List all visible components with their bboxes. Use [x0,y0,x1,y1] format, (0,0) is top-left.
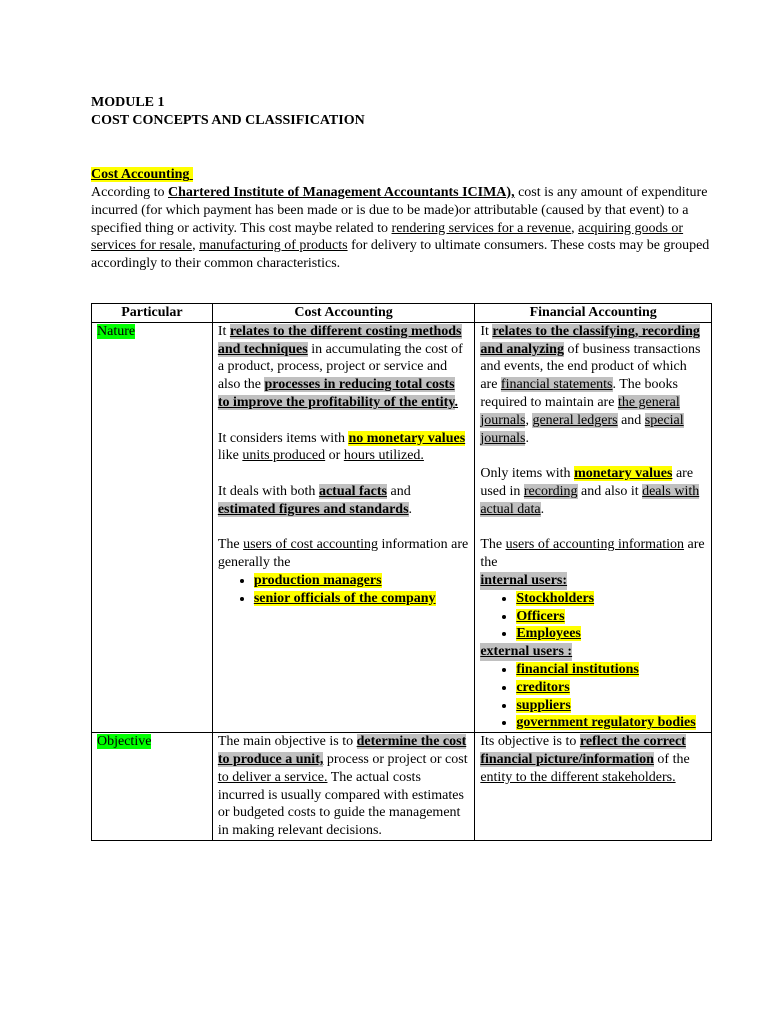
cost-nature-paragraph: It relates to the different costing methods and techniques in accumulating the cost of a product, process, project or service and also the processes in reducing total costs to improve the profitability of the entity. [217,323,463,410]
module-number: MODULE 1 [91,95,165,110]
header-particular: Particular [92,303,213,322]
cost-relation: acquiring goods or services for resale [91,220,684,254]
table-header-row [92,303,712,322]
comparison-table [91,303,712,841]
external-users-list [480,661,706,732]
highlight-gray: relates to the classifying, recording and analyzing [480,323,700,357]
cost-relation: rendering services for a revenue [391,220,572,236]
fin-nature-paragraph: Only items with monetary values are used in recording and also it deals with actual data. [480,466,700,517]
highlight-gray: estimated figures and standards [217,501,409,517]
module-title: COST CONCEPTS AND CLASSIFICATION [91,113,365,128]
cost-users-list [218,572,470,608]
cell-fin-nature [475,322,712,732]
fin-objective-paragraph: Its objective is to reflect the correct financial picture/information of the entity to the different stakeholders. [480,734,690,785]
cell-cost-objective [212,733,475,841]
section-heading [91,166,716,184]
list-item: • Officers [516,608,706,626]
list-item: • creditors [516,679,706,697]
list-item: • production managers [254,572,470,590]
highlight-gray: actual facts [318,483,387,499]
cost-objective-paragraph: The main objective is to determine the cost to produce a unit, process or project or cost to deliver a service. The actual costs incurred is usually compared with estimates or budgeted costs to guide the management in making relevant decisions. [217,734,468,839]
cell-particular [92,322,213,732]
cost-relation: manufacturing of products [199,238,348,254]
cell-fin-objective [475,733,712,841]
internal-users-label: internal users: [480,572,568,588]
intro-text: cost is any amount of expenditure incurred (for which payment has been made or is due to be made)or attributable (caused by that event) to a specified thing or activity. This cost maybe related to [91,185,708,236]
list-item: • government regulatory bodies [516,714,706,732]
organization-name: Chartered Institute of Management Accountants ICIMA), [167,185,515,200]
intro-text: for delivery to ultimate consumers. These costs may be grouped accordingly to their common characteristics. [91,238,710,272]
intro-text: According to [91,185,168,200]
list-item: • financial institutions [516,661,706,679]
particular-label: Nature [97,323,136,339]
cost-nature-paragraph: The users of cost accounting information are generally the [217,537,469,571]
header-financial-accounting: Financial Accounting [475,303,712,322]
cell-particular [92,733,213,841]
table-row-objective [92,733,712,841]
internal-users-list [480,590,706,643]
list-item: • Employees [516,625,706,643]
list-item: • suppliers [516,697,706,715]
highlight-gray: relates to the different costing methods and techniques [217,323,462,357]
table-row-nature [92,322,712,732]
cost-nature-paragraph: It deals with both actual facts and estimated figures and standards. [217,483,413,517]
section-heading-text: Cost Accounting [91,167,190,182]
highlight-gray: processes in reducing total costs to improve the profitability of the entity [217,377,455,410]
fin-nature-paragraph: It relates to the classifying, recording and analyzing of business transactions and events, the end product of which are financial statements. The books required to maintain are the general journals, general ledgers and special journals. [480,323,701,446]
highlight-yellow: monetary values [574,466,673,482]
cost-nature-paragraph: It considers items with no monetary values like units produced or hours utilized. [217,430,466,464]
cell-cost-nature [212,322,475,732]
external-users-label: external users : [480,644,573,660]
highlight-gray: determine the cost to produce a unit, [217,734,467,767]
list-item: • senior officials of the company [254,590,470,608]
highlight-yellow: no monetary values [348,430,466,446]
fin-nature-paragraph: The users of accounting information are the [480,537,705,571]
list-item: • Stockholders [516,590,706,608]
intro-paragraph: According to Chartered Institute of Management Accountants ICIMA), cost is any amount of expenditure incurred (for which payment has been made or is due to be made)or attributable (caused by that event) to a specified thing or activity. This cost maybe related to rendering services for a revenue, acquiring goods or services for resale, manufacturing of products for delivery to ultimate consumers. These costs may be grouped accordingly to their common characteristics. [91,185,710,272]
highlight-gray: reflect the correct financial picture/information [480,734,686,767]
particular-label: Objective [97,734,152,750]
header-cost-accounting: Cost Accounting [212,303,475,322]
